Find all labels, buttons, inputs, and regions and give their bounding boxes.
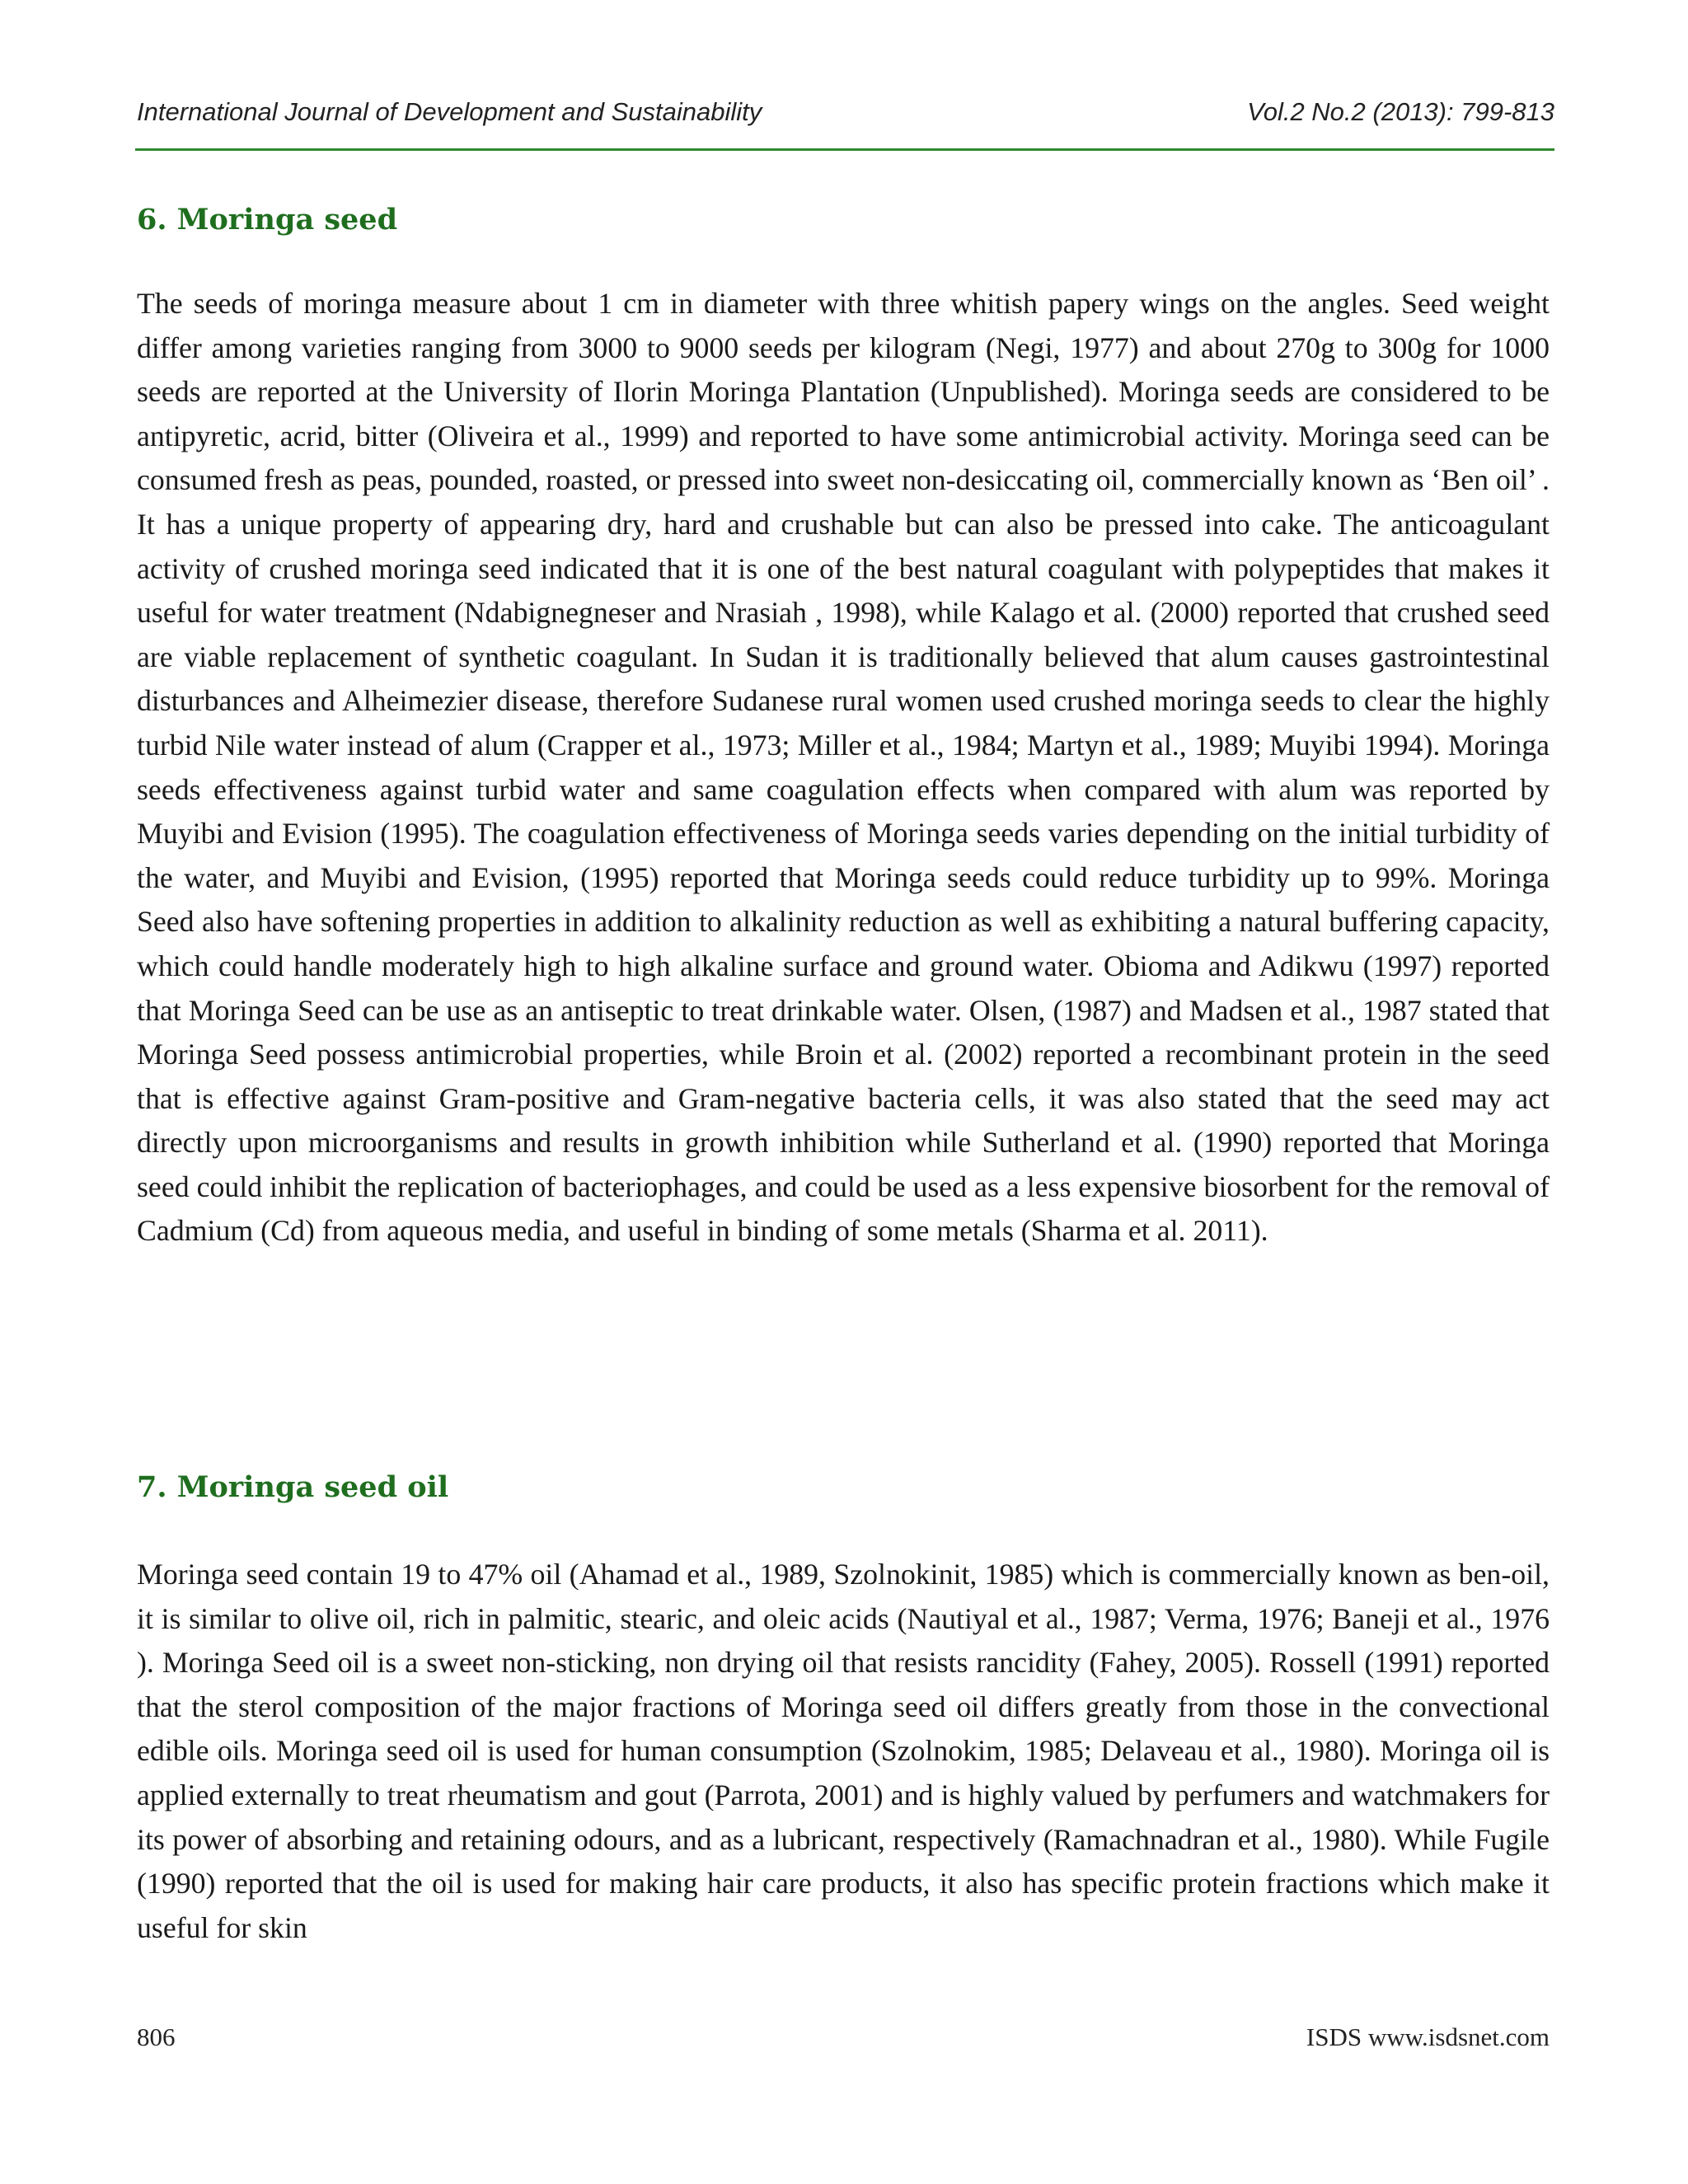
- publisher-website: ISDS www.isdsnet.com: [1306, 2022, 1550, 2051]
- page-footer: [137, 2022, 1550, 2059]
- page-number: 806: [137, 2022, 176, 2051]
- journal-title: International Journal of Development and Sustainability: [137, 97, 762, 126]
- running-header: [137, 97, 1554, 137]
- volume-info: Vol.2 No.2 (2013): 799-813: [1247, 97, 1554, 126]
- section-body-moringa-seed-oil: Moringa seed contain 19 to 47% oil (Ahamad et al., 1989, Szolnokinit, 1985) which is commercially known as ben-oil, it is similar to olive oil, rich in palmitic, stearic, and oleic acids (Nautiyal et al., 1987; Verma, 1976; Baneji et al., 1976 ). Moringa Seed oil is a sweet non-sticking, non drying oil that resists rancidity (Fahey, 2005). Rossell (1991) reported that the sterol composition of the major fractions of Moringa seed oil differs greatly from those in the convectional edible oils. Moringa seed oil is used for human consumption (Szolnokim, 1985; Delaveau et al., 1980). Moringa oil is applied externally to treat rheumatism and gout (Parrota, 2001) and is highly valued by perfumers and watchmakers for its power of absorbing and retaining odours, and as a lubricant, respectively (Ramachnadran et al., 1980). While Fugile (1990) reported that the oil is used for making hair care products, it also has specific protein fractions which make it useful for skin: [137, 1558, 1550, 1944]
- header-divider: [135, 148, 1554, 151]
- section-heading-moringa-seed-oil: 7. Moringa seed oil: [137, 1470, 449, 1504]
- section-body-moringa-seed: The seeds of moringa measure about 1 cm in diameter with three whitish papery wings on the angles. Seed weight differ among varieties ranging from 3000 to 9000 seeds per kilogram (Negi, 1977) and about 270g to 300g for 1000 seeds are reported at the University of Ilorin Moringa Plantation (Unpublished). Moringa seeds are considered to be antipyretic, acrid, bitter (Oliveira et al., 1999) and reported to have some antimicrobial activity. Moringa seed can be consumed fresh as peas, pounded, roasted, or pressed into sweet non-desiccating oil, commercially known as ‘Ben oil’ . It has a unique property of appearing dry, hard and crushable but can also be pressed into cake. The anticoagulant activity of crushed moringa seed indicated that it is one of the best natural coagulant with polypeptides that makes it useful for water treatment (Ndabignegneser and Nrasiah , 1998), while Kalago et al. (2000) reported that crushed seed are viable replacement of synthetic coagulant. In Sudan it is traditionally believed that alum causes gastrointestinal disturbances and Alheimezier disease, therefore Sudanese rural women used crushed moringa seeds to clear the highly turbid Nile water instead of alum (Crapper et al., 1973; Miller et al., 1984; Martyn et al., 1989; Muyibi 1994). Moringa seeds effectiveness against turbid water and same coagulation effects when compared with alum was reported by Muyibi and Evision (1995). The coagulation effectiveness of Moringa seeds varies depending on the initial turbidity of the water, and Muyibi and Evision, (1995) reported that Moringa seeds could reduce turbidity up to 99%. Moringa Seed also have softening properties in addition to alkalinity reduction as well as exhibiting a natural buffering capacity, which could handle moderately high to high alkaline surface and ground water. Obioma and Adikwu (1997) reported that Moringa Seed can be use as an antiseptic to treat drinkable water. Olsen, (1987) and Madsen et al., 1987 stated that Moringa Seed possess antimicrobial properties, while Broin et al. (2002) reported a recombinant protein in the seed that is effective against Gram-positive and Gram-negative bacteria cells, it was also stated that the seed may act directly upon microorganisms and results in growth inhibition while Sutherland et al. (1990) reported that Moringa seed could inhibit the replication of bacteriophages, and could be used as a less expensive biosorbent for the removal of Cadmium (Cd) from aqueous media, and useful in binding of some metals (Sharma et al. 2011).: [137, 287, 1550, 1248]
- section-heading-moringa-seed: 6. Moringa seed: [137, 203, 398, 237]
